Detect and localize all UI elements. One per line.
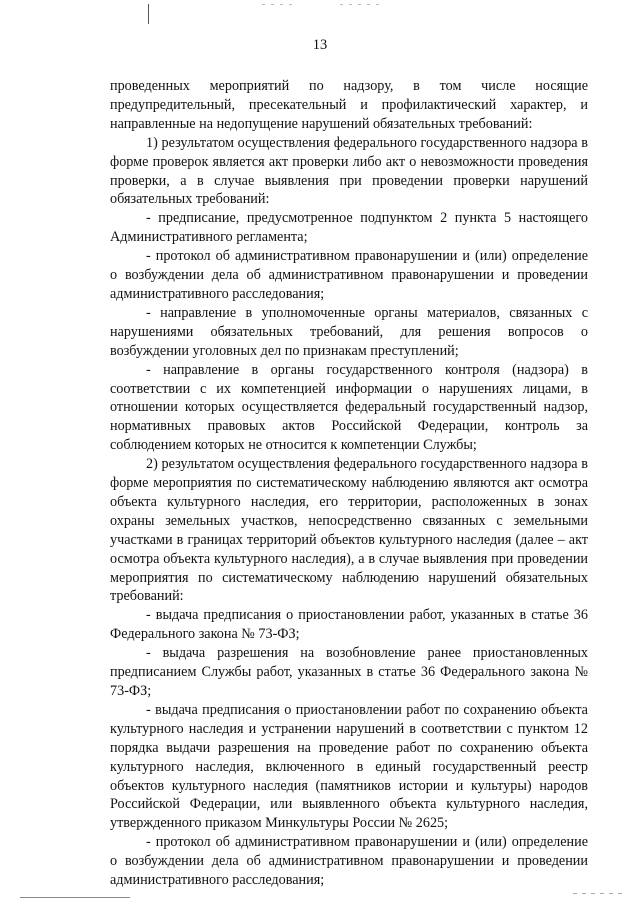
paragraph: проведенных мероприятий по надзору, в том числе носящие предупредительный, пресекательный и профилактический характер, и направленные на недопущение нарушений обязательных требований: [110, 78, 588, 132]
paragraph: - направление в органы государственного контроля (надзора) в соответствии с их компетенцией информации о нарушениях лицами, в отношении которых осуществляется федеральный государственный надзор, нормативных правовых актов Российской Федерации, контроль за соблюдением которых не относится к компетенции Службы; [110, 361, 588, 454]
paragraph: - протокол об административном правонарушении и (или) определение о возбуждении дела об административном правонарушении и проведении административного расследования; [110, 834, 588, 889]
paragraph: - предписание, предусмотренное подпунктом 2 пункта 5 настоящего Административного регламента; [110, 210, 588, 246]
document-body [110, 77, 588, 890]
scan-noise [340, 4, 379, 10]
paragraph: - протокол об административном правонарушении и (или) определение о возбуждении дела об административном правонарушении и проведении административного расследования; [110, 248, 588, 302]
scan-noise [573, 893, 622, 894]
paragraph: - выдача предписания о приостановлении работ по сохранению объекта культурного наследия и устранении нарушений в соответствии с пунктом 12 порядка выдачи разрешения на проведение работ по сохранению объекта культурного наследия, включенного в единый государственный реестр объектов культурного наследия (памятников истории и культуры) народов Российской Федерации, или выявленного объекта культурного наследия, утвержденного приказом Минкультуры России № 2625; [110, 701, 588, 832]
paragraph: - выдача предписания о приостановлении работ, указанных в статье 36 Федерального закона № 73-ФЗ; [110, 607, 588, 643]
paragraph: 2) результатом осуществления федерального государственного надзора в форме мероприятия по систематическому наблюдению являются акт осмотра объекта культурного наследия, его территории, расположенных в зонах охраны земельных участков, непосредственно связанных с земельными участками в границах территорий объектов культурного наследия (далее – акт осмотра объекта культурного наследия), а в случае выявления при проведении мероприятия по систематическому наблюдению нарушений обязательных требований: [110, 456, 588, 605]
scan-footer-line [20, 897, 130, 898]
paragraph: 1) результатом осуществления федерального государственного надзора в форме проверок является акт проверки либо акт о невозможности проведения проверки, а в случае выявления при проведении проверки нарушений обязательных требований: [110, 134, 588, 208]
paragraph: - направление в уполномоченные органы материалов, связанных с нарушениями обязательных требований, для решения вопросов о возбуждении уголовных дел по признакам преступлений; [110, 304, 588, 359]
paragraph: - выдача разрешения на возобновление ранее приостановленных предписанием Службы работ, указанных в статье 36 Федерального закона № 73-ФЗ; [110, 645, 588, 699]
page-number: 13 [312, 37, 328, 53]
scan-noise [262, 4, 292, 10]
scan-edge-mark [148, 4, 149, 24]
